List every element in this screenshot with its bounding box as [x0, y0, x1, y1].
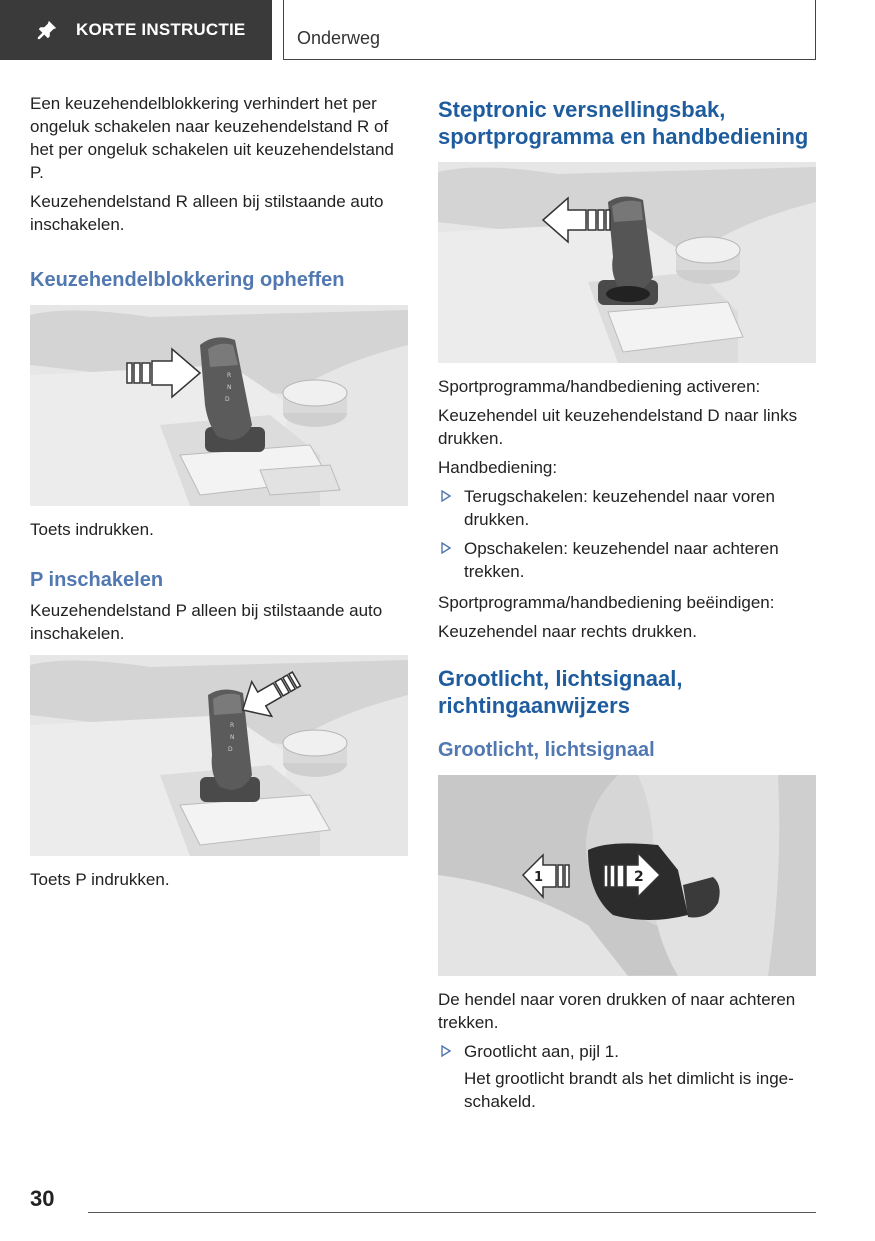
header-tab	[0, 0, 272, 60]
intro-paragraph-2: Keuzehendelstand R alleen bij stilstaande auto inschakelen.	[30, 192, 384, 234]
right-column	[438, 92, 816, 1119]
intro-paragraph-1: Een keuzehendelblokkering verhindert het per ongeluk schakelen naar keuzehendelstand R of het per ongeluk schakelen uit keuzehendelstand P.	[30, 94, 394, 182]
gear-selector-park-image	[30, 655, 408, 856]
arrow-2-label: 2	[634, 869, 644, 885]
svg-text:N: N	[230, 734, 235, 741]
footer-divider	[88, 1212, 816, 1213]
svg-text:N: N	[227, 384, 232, 391]
sport-end-label: Sportprogramma/handbediening beëindigen:	[438, 593, 775, 612]
manual-item-upshift: Opschakelen: keuzehendel naar achteren trekken.	[464, 539, 779, 581]
manual-item-downshift: Terugschakelen: keuzehendel naar voren drukken.	[464, 487, 775, 529]
highbeam-list	[438, 1040, 816, 1063]
bullet-triangle-icon	[441, 1045, 451, 1057]
list-item	[438, 485, 816, 531]
bullet-triangle-icon	[441, 490, 451, 502]
pushpin-icon	[36, 19, 58, 41]
highbeam-heading: Grootlicht, lichtsignaal	[438, 739, 655, 761]
sport-end-text: Keuzehendel naar rechts drukken.	[438, 622, 697, 641]
manual-list	[438, 485, 816, 583]
manual-label: Handbediening:	[438, 458, 558, 477]
svg-text:R: R	[227, 372, 232, 379]
sport-activate-label: Sportprogramma/handbediening activeren:	[438, 377, 761, 396]
header-section	[283, 0, 816, 60]
svg-text:D: D	[228, 746, 233, 753]
header-tab-label: KORTE INSTRUCTIE	[76, 20, 246, 39]
lever-text: De hendel naar voren drukken of naar achteren trekken.	[438, 990, 796, 1032]
gear-selector-unlock-image	[30, 305, 408, 506]
steptronic-heading: Steptronic versnellingsbak, sportprogramma en handbediening	[438, 97, 809, 149]
p-heading: P inschakelen	[30, 569, 164, 591]
bullet-triangle-icon	[441, 542, 451, 554]
gear-selector-sport-image	[438, 162, 816, 363]
left-column	[30, 92, 408, 897]
p-caption: Toets P indrukken.	[30, 870, 170, 889]
p-text: Keuzehendelstand P alleen bij stilstaande auto inschakelen.	[30, 601, 383, 643]
list-item	[438, 537, 816, 583]
svg-text:R: R	[230, 722, 235, 729]
page-number: 30	[30, 1186, 55, 1211]
list-item	[438, 1040, 816, 1063]
light-lever-image	[438, 775, 816, 976]
highbeam-item: Grootlicht aan, pijl 1.	[464, 1042, 619, 1061]
unlock-caption: Toets indrukken.	[30, 520, 154, 539]
section-title: Onderweg	[297, 28, 381, 48]
sport-activate-text: Keuzehendel uit keuzehendelstand D naar links drukken.	[438, 406, 798, 448]
arrow-1-label: 1	[534, 870, 544, 885]
highbeam-note: Het grootlicht brandt als het dimlicht is ingeschakeld.	[464, 1069, 794, 1111]
lights-heading: Grootlicht, lichtsignaal, richtingaanwijzers	[438, 666, 683, 718]
svg-text:D: D	[225, 396, 230, 403]
unlock-heading: Keuzehendelblokkering opheffen	[30, 269, 345, 291]
